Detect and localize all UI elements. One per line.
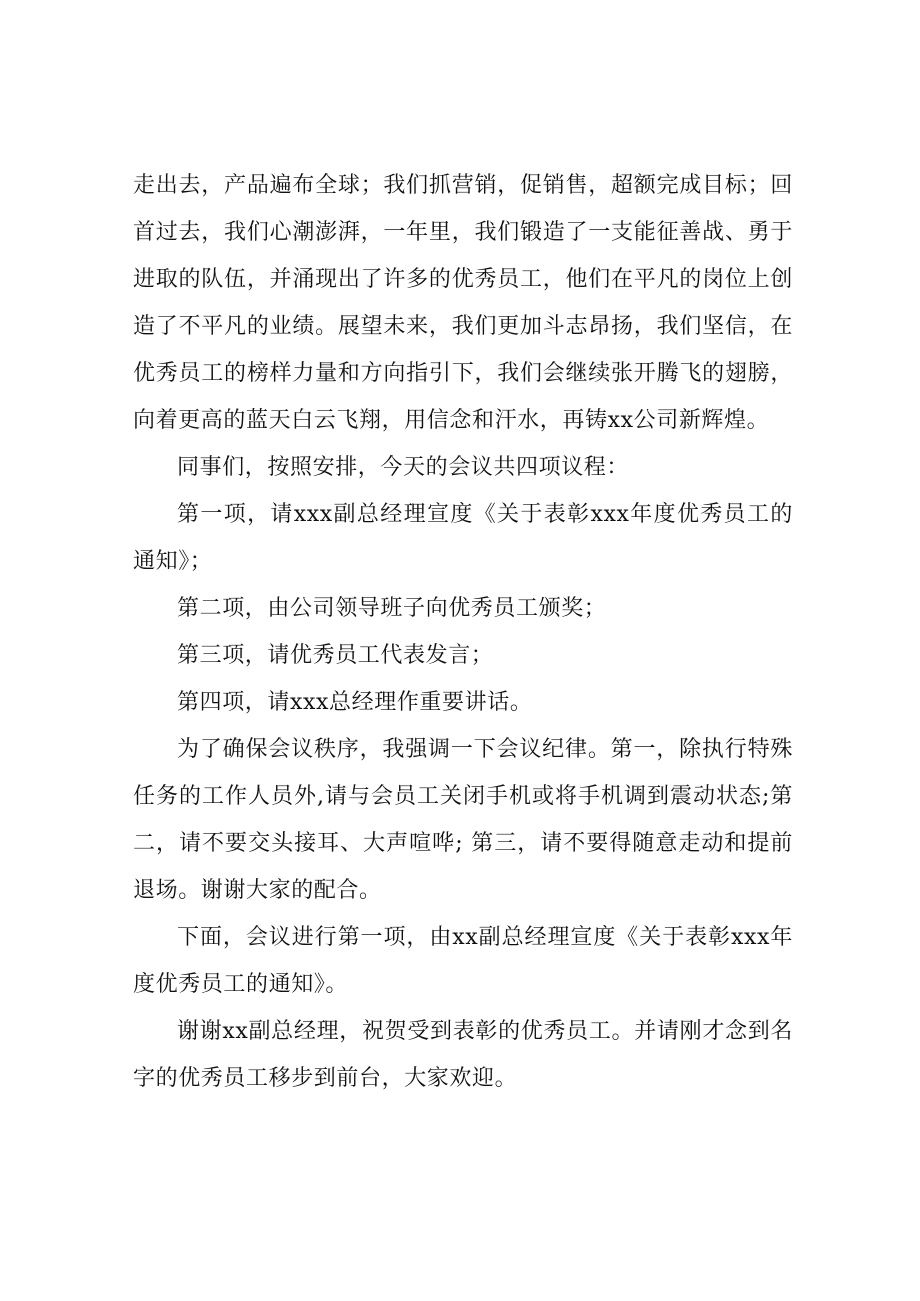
paragraph-closing-vision: 走出去，产品遍布全球；我们抓营销，促销售，超额完成目标；回首过去，我们心潮澎湃，一年里，我们锻造了一支能征善战、勇于进取的队伍，并涌现出了许多的优秀员工，他们在平凡的岗位上创造了不平凡的业绩。展望未来，我们更加斗志昂扬，我们坚信，在优秀员工的榜样力量和方向指引下，我们会继续张开腾飞的翅膀，向着更高的蓝天白云飞翔，用信念和汗水，再铸xx公司新辉煌。 xyxy=(133,173,793,433)
paragraph-meeting-rules: 为了确保会议秩序，我强调一下会议纪律。第一，除执行特殊任务的工作人员外,请与会员工关闭手机或将手机调到震动状态;第二，请不要交头接耳、大声喧哗; 第三，请不要得随意走动和提前退场。谢谢大家的配合。 xyxy=(133,737,793,903)
paragraph-thanks: 谢谢xx副总经理，祝贺受到表彰的优秀员工。并请刚才念到名字的优秀员工移步到前台，大家欢迎。 xyxy=(133,1019,793,1091)
document-body xyxy=(133,162,793,1102)
paragraph-agenda-item-2: 第二项，由公司领导班子向优秀员工颁奖； xyxy=(177,596,607,621)
paragraph-agenda-item-3: 第三项，请优秀员工代表发言； xyxy=(177,643,494,668)
paragraph-agenda-item-4: 第四项，请xxx总经理作重要讲话。 xyxy=(177,690,533,715)
paragraph-first-item-start: 下面，会议进行第一项，由xx副总经理宣度《关于表彰xxx年度优秀员工的通知》。 xyxy=(133,925,793,997)
paragraph-agenda-intro: 同事们，按照安排，今天的会议共四项议程： xyxy=(177,455,630,480)
paragraph-agenda-item-1: 第一项，请xxx副总经理宣度《关于表彰xxx年度优秀员工的通知》； xyxy=(133,502,793,574)
